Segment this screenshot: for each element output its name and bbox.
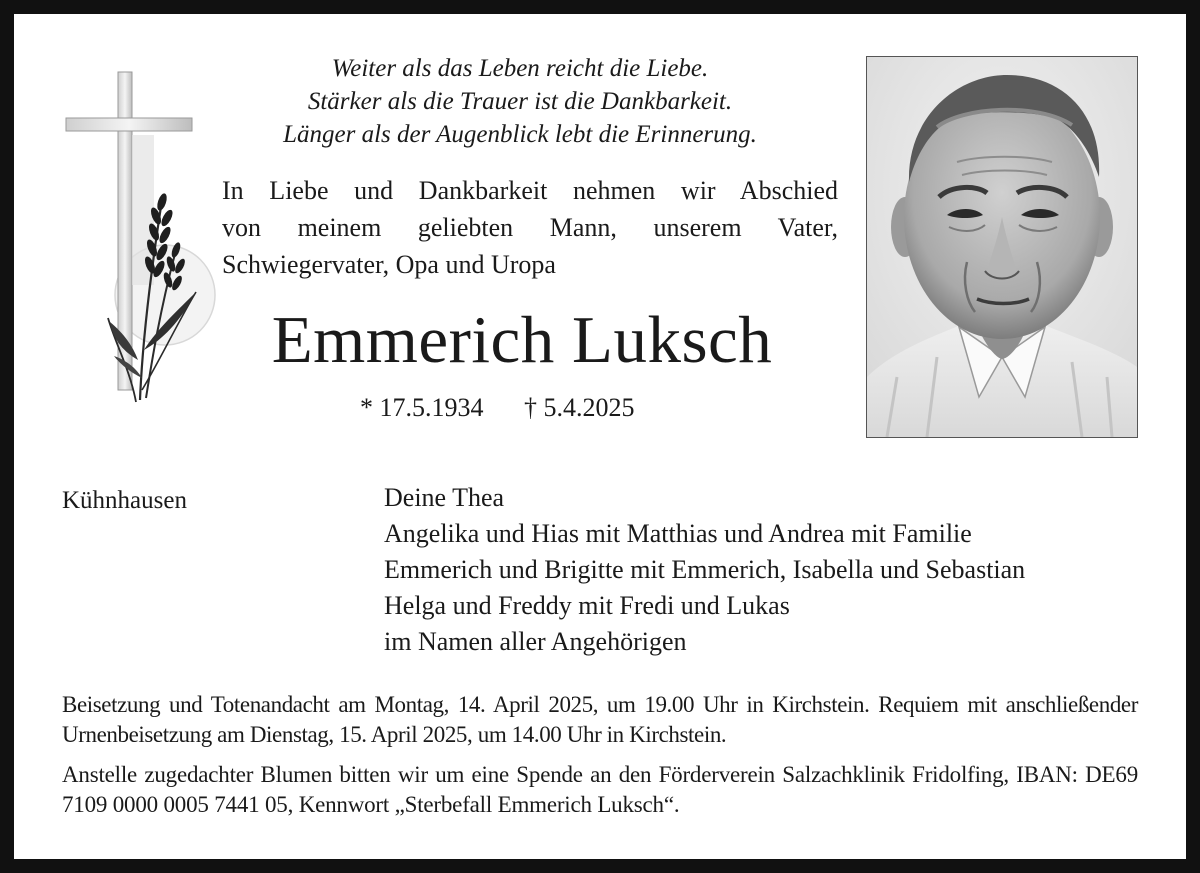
- funeral-info: Beisetzung und Totenandacht am Montag, 14. April 2025, um 19.00 Uhr in Kirchstein. Requiem mit anschließender Urnenbeisetzung am Dienstag, 15. April 2025, um 14.00 Uhr in Kirchstein.: [62, 692, 1138, 747]
- deceased-name: Emmerich Luksch: [271, 303, 773, 377]
- mourner-line: im Namen aller Angehörigen: [384, 627, 687, 656]
- place-name: Kühnhausen: [62, 487, 187, 514]
- life-dates: [360, 390, 680, 426]
- motto-line: Stärker als die Trauer ist die Dankbarkeit.: [307, 88, 733, 115]
- mourner-line: Angelika und Hias mit Matthias und Andrea mit Familie: [384, 519, 972, 548]
- intro-line: In Liebe und Dankbarkeit nehmen wir Abschied: [222, 176, 838, 205]
- motto-line: Weiter als das Leben reicht die Liebe.: [331, 55, 709, 82]
- motto-verse: [220, 52, 820, 151]
- intro-line: Schwiegervater, Opa und Uropa: [222, 250, 556, 279]
- mourner-line: Deine Thea: [384, 483, 505, 512]
- portrait-photo: [866, 56, 1138, 438]
- mourner-line: Helga und Freddy mit Fredi und Lukas: [384, 591, 790, 620]
- motto-line: Länger als der Augenblick lebt die Erinnerung.: [283, 121, 757, 148]
- cross-with-wheat-icon: [50, 60, 220, 410]
- death-date: † 5.4.2025: [524, 393, 635, 422]
- mourner-line: Emmerich und Brigitte mit Emmerich, Isabella und Sebastian: [384, 555, 1026, 584]
- intro-line: von meinem geliebten Mann, unserem Vater,: [222, 213, 838, 242]
- donation-info: Anstelle zugedachter Blumen bitten wir um eine Spende an den Förderverein Salzachklinik Fridolfing, IBAN: DE69 7109 0000 0005 7441 05, Kennwort „Sterbefall Emmerich Luksch“.: [62, 762, 1138, 817]
- birth-date: * 17.5.1934: [360, 393, 484, 422]
- intro-text: [222, 172, 838, 283]
- mourners-list: [384, 480, 1144, 660]
